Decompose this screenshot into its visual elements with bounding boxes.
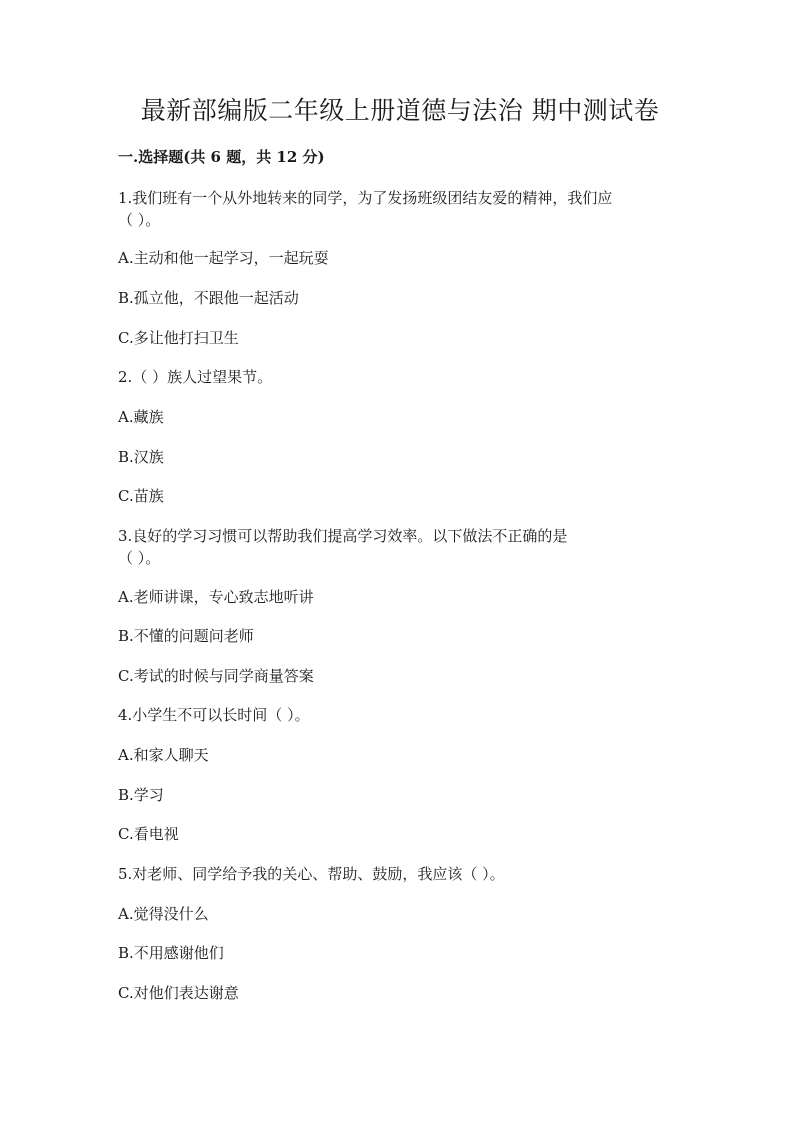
question-2-option-b: B.汉族 bbox=[118, 448, 164, 466]
question-3-stem-line-2: （ ）。 bbox=[118, 549, 161, 567]
question-4-stem-line-1: 4.小学生不可以长时间（ ）。 bbox=[118, 706, 310, 724]
question-1-option-c: C.多让他打扫卫生 bbox=[118, 329, 239, 347]
question-3-option-c: C.考试的时候与同学商量答案 bbox=[118, 667, 314, 685]
question-1-option-b: B.孤立他，不跟他一起活动 bbox=[118, 289, 299, 307]
question-4-option-b: B.学习 bbox=[118, 786, 164, 804]
question-4-option-a: A.和家人聊天 bbox=[118, 746, 209, 764]
question-2-option-c: C.苗族 bbox=[118, 487, 164, 505]
question-5-option-b: B.不用感谢他们 bbox=[118, 944, 224, 962]
question-3-option-b: B.不懂的问题问老师 bbox=[118, 627, 254, 645]
question-1-stem-line-2: （ ）。 bbox=[118, 211, 161, 229]
question-2-option-a: A.藏族 bbox=[118, 408, 164, 426]
question-5-stem-line-1: 5.对老师、同学给予我的关心、帮助、鼓励，我应该（ ）。 bbox=[118, 865, 505, 883]
question-3-option-a: A.老师讲课，专心致志地听讲 bbox=[118, 588, 314, 606]
question-1-option-a: A.主动和他一起学习，一起玩耍 bbox=[118, 249, 329, 267]
question-2-stem-line-1: 2.（ ）族人过望果节。 bbox=[118, 368, 273, 386]
question-5-option-c: C.对他们表达谢意 bbox=[118, 984, 239, 1002]
exam-title: 最新部编版二年级上册道德与法治 期中测试卷 bbox=[140, 96, 660, 125]
section-heading: 一.选择题(共 6 题，共 12 分) bbox=[118, 148, 325, 166]
question-5-option-a: A.觉得没什么 bbox=[118, 905, 209, 923]
question-3-stem-line-1: 3.良好的学习习惯可以帮助我们提高学习效率。以下做法不正确的是 bbox=[118, 527, 568, 545]
question-1-stem-line-1: 1.我们班有一个从外地转来的同学，为了发扬班级团结友爱的精神，我们应 bbox=[118, 189, 613, 207]
question-4-option-c: C.看电视 bbox=[118, 825, 179, 843]
